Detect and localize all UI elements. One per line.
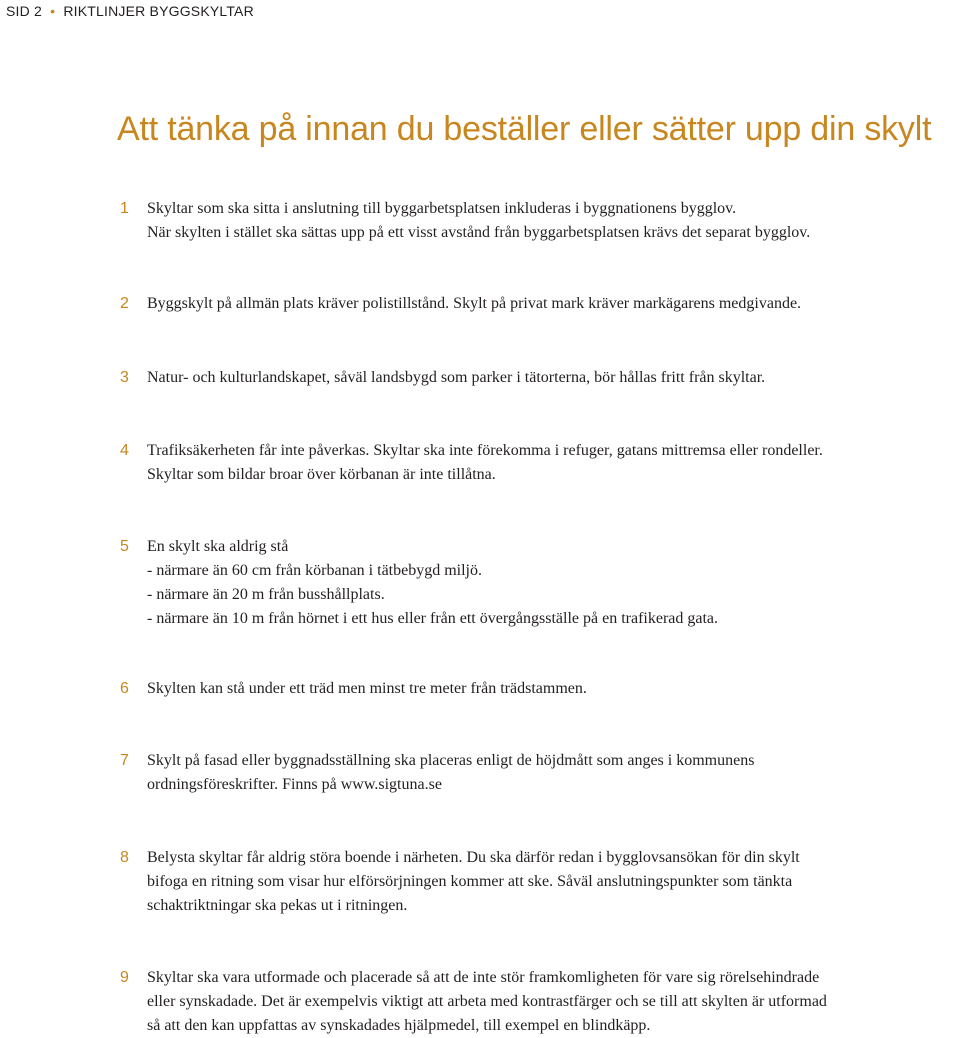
page-title: Att tänka på innan du beställer eller sätter upp din skylt [117, 110, 932, 148]
item-text [147, 966, 827, 1038]
item-text [147, 749, 754, 797]
text-line: schaktriktningar ska pekas ut i ritningen. [147, 897, 408, 914]
item-text [147, 197, 810, 245]
text-line: Skyltar som bildar broar över körbanan är inte tillåtna. [147, 466, 496, 483]
item-text [147, 292, 801, 316]
item-text [147, 846, 800, 918]
text-line: - närmare än 10 m från hörnet i ett hus eller från ett övergångsställe på en trafikerad gata. [147, 610, 719, 627]
text-line: - närmare än 60 cm från körbanan i tätbebygd miljö. [147, 562, 482, 579]
page-header [6, 2, 254, 20]
item-text [147, 439, 823, 487]
text-line: så att den kan uppfattas av synskadades hjälpmedel, till exempel en blindkäpp. [147, 1017, 651, 1034]
header-separator-dot: • [50, 3, 56, 19]
page-number: SID 2 [6, 3, 43, 19]
text-line: Natur- och kulturlandskapet, såväl landsbygd som parker i tätorterna, bör hållas fritt från skyltar. [147, 369, 766, 386]
item-number: 5 [120, 538, 129, 555]
text-line: bifoga en ritning som visar hur elförsörjningen kommer att ske. Såväl anslutningspunkter som tänkta [147, 873, 793, 890]
item-text [147, 366, 765, 390]
item-number: 3 [120, 369, 129, 386]
text-line: - närmare än 20 m från busshållplats. [147, 586, 385, 603]
text-line: Belysta skyltar får aldrig störa boende i närheten. Du ska därför redan i bygglovsansökan för din skylt [147, 849, 800, 866]
item-number: 4 [120, 442, 129, 459]
item-number: 9 [120, 969, 129, 986]
item-text [147, 677, 587, 701]
text-line: Trafiksäkerheten får inte påverkas. Skyltar ska inte förekomma i refuger, gatans mittremsa eller rondeller. [147, 442, 823, 459]
text-line: Skylten kan stå under ett träd men minst tre meter från trädstammen. [147, 680, 587, 697]
text-line: ordningsföreskrifter. Finns på www.sigtuna.se [147, 776, 442, 793]
item-number: 1 [120, 200, 129, 217]
item-number: 8 [120, 849, 129, 866]
text-line: Skyltar ska vara utformade och placerade så att de inte stör framkomligheten för vare sig rörelsehindrade [147, 969, 820, 986]
item-number: 6 [120, 680, 129, 697]
text-line: Byggskylt på allmän plats kräver polistillstånd. Skylt på privat mark kräver markägarens medgivande. [147, 295, 802, 312]
text-line: En skylt ska aldrig stå [147, 538, 289, 555]
text-line: När skylten i stället ska sättas upp på ett visst avstånd från byggarbetsplatsen krävs det separat bygglov. [147, 224, 811, 241]
text-line: eller synskadade. Det är exempelvis viktigt att arbeta med kontrastfärger och se till att skylten är utformad [147, 993, 827, 1010]
text-line: Skyltar som ska sitta i anslutning till byggarbetsplatsen inkluderas i byggnationens bygglov. [147, 200, 737, 217]
text-line: Skylt på fasad eller byggnadsställning ska placeras enligt de höjdmått som anges i kommunens [147, 752, 755, 769]
section-name: RIKTLINJER BYGGSKYLTAR [63, 3, 254, 19]
item-number: 2 [120, 295, 129, 312]
item-number: 7 [120, 752, 129, 769]
item-text [147, 535, 718, 631]
